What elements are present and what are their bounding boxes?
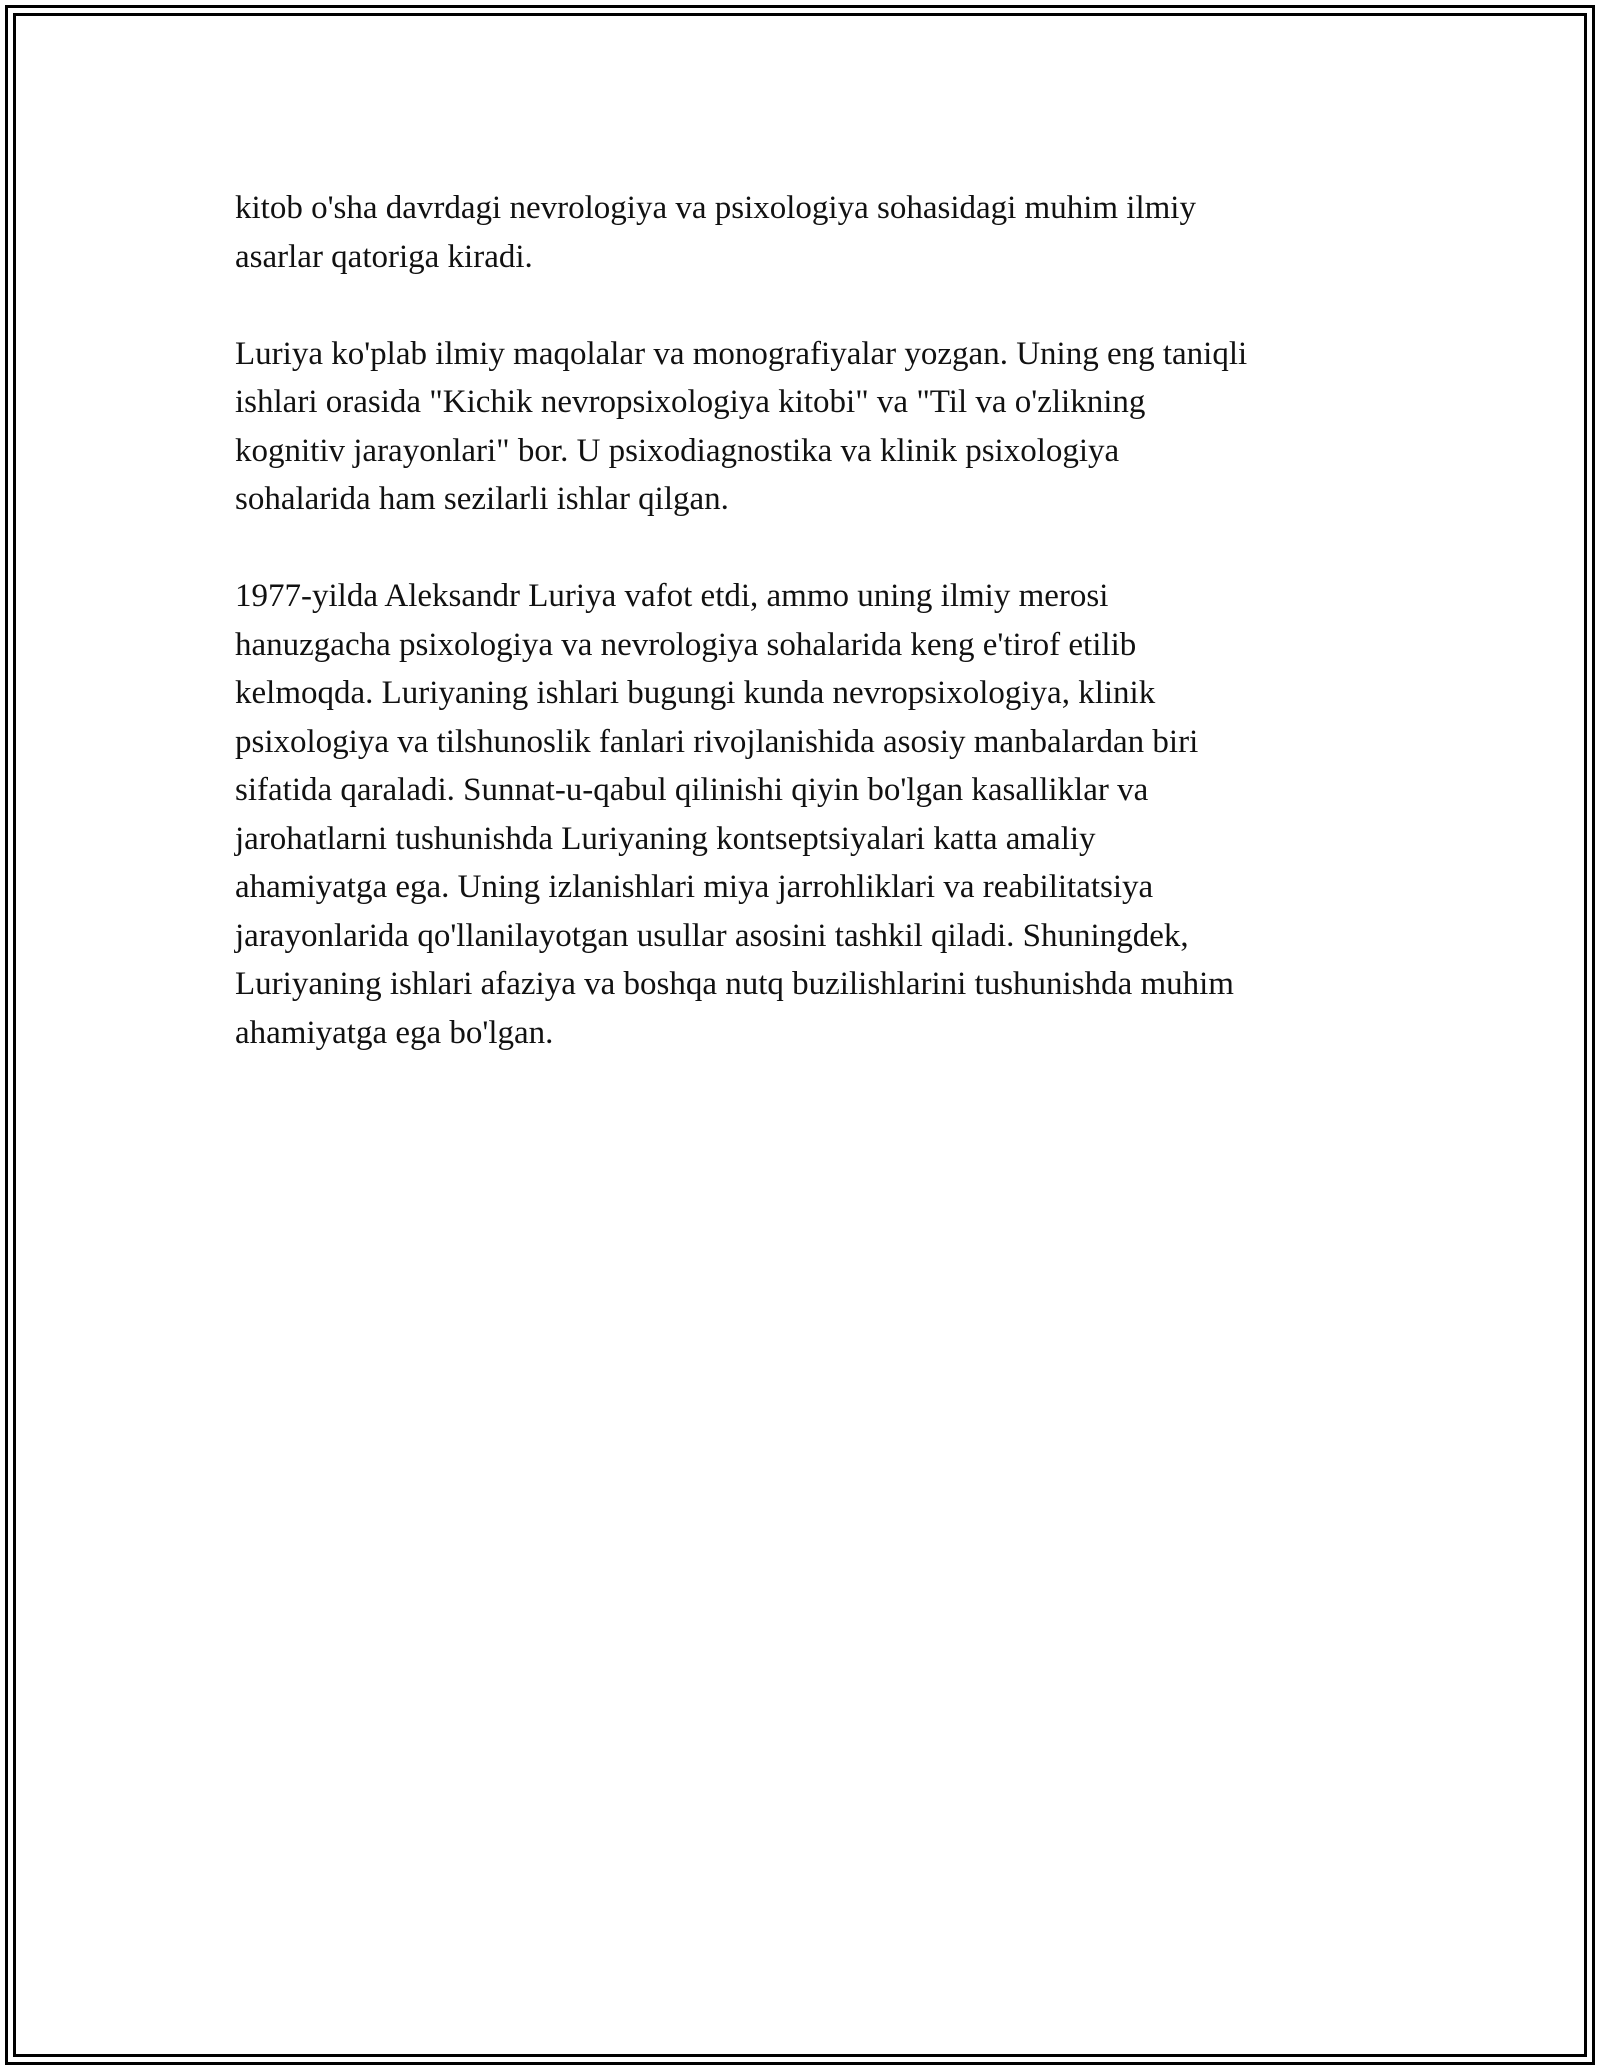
text-line: asarlar qatoriga kiradi. xyxy=(235,238,533,275)
text-line: jarayonlarida qo'llanilayotgan usullar asosini tashkil qiladi. Shuningdek, xyxy=(235,917,1189,954)
text-line: ishlari orasida "Kichik nevropsixologiya kitobi" va "Til va o'zlikning xyxy=(235,384,1146,420)
text-line: Luriya ko'plab ilmiy maqolalar va monografiyalar yozgan. Uning eng taniqli xyxy=(235,335,1248,372)
text-line: kelmoqda. Luriyaning ishlari bugungi kunda nevropsixologiya, klinik xyxy=(235,675,1156,711)
text-line: kitob o'sha davrdagi nevrologiya va psixologiya sohasidagi muhim ilmiy xyxy=(235,190,1196,226)
paragraph-1 xyxy=(235,184,1375,281)
paragraph-3 xyxy=(235,572,1375,1057)
text-line: psixologiya va tilshunoslik fanlari rivojlanishida asosiy manbalardan biri xyxy=(235,723,1199,760)
text-line: sifatida qaraladi. Sunnat-u-qabul qilinishi qiyin bo'lgan kasalliklar va xyxy=(235,772,1149,808)
text-line: kognitiv jarayonlari" bor. U psixodiagnostika va klinik psixologiya xyxy=(235,432,1120,469)
text-line: ahamiyatga ega. Uning izlanishlari miya jarrohliklari va reabilitatsiya xyxy=(235,869,1154,905)
text-line: sohalarida ham sezilarli ishlar qilgan. xyxy=(235,481,729,517)
text-line: 1977-yilda Aleksandr Luriya vafot etdi, ammo uning ilmiy merosi xyxy=(235,578,1109,614)
document-body xyxy=(235,184,1375,1106)
text-line: Luriyaning ishlari afaziya va boshqa nutq buzilishlarini tushunishda muhim xyxy=(235,966,1234,1002)
text-line: hanuzgacha psixologiya va nevrologiya sohalarida keng e'tirof etilib xyxy=(235,626,1137,663)
text-line: ahamiyatga ega bo'lgan. xyxy=(235,1014,554,1051)
paragraph-2 xyxy=(235,330,1375,524)
text-line: jarohatlarni tushunishda Luriyaning kontseptsiyalari katta amaliy xyxy=(235,820,1096,857)
